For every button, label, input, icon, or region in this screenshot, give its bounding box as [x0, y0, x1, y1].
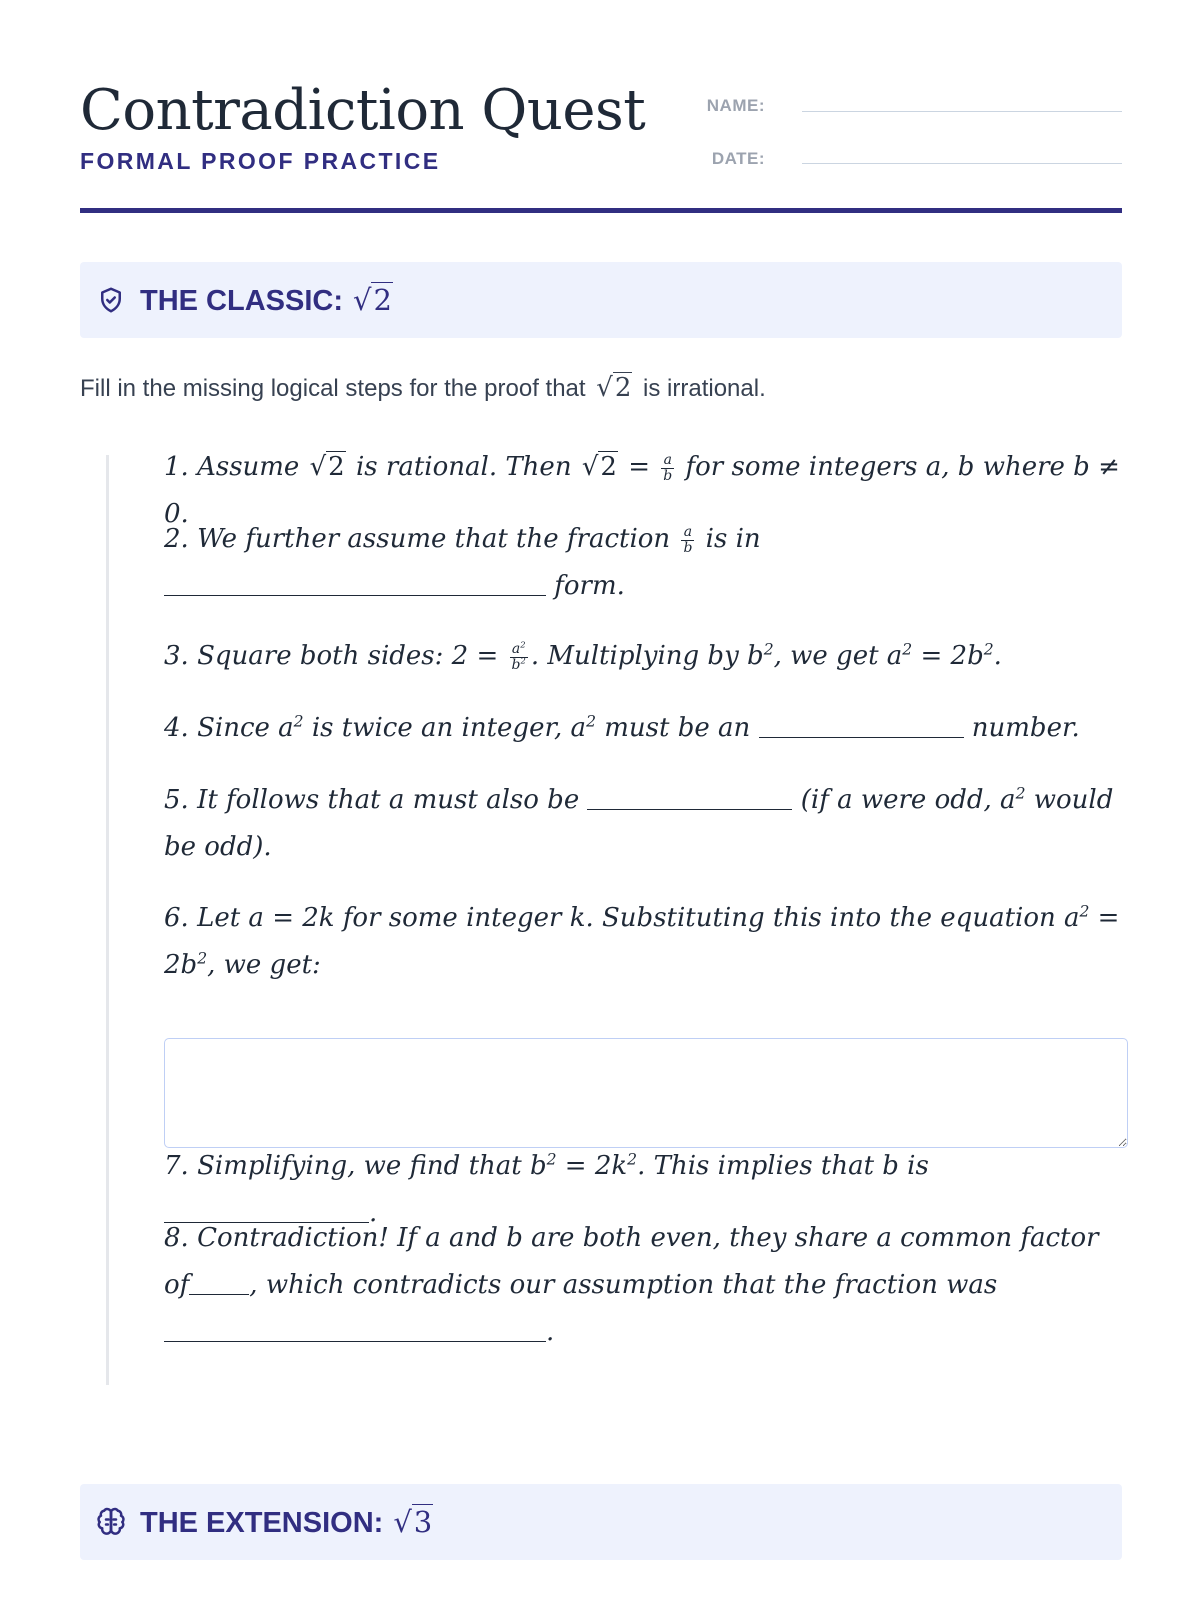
sqrt-symbol: √2: [353, 282, 392, 317]
page-title: Contradiction Quest: [80, 78, 646, 143]
proof-step-7: 7. Simplifying, we find that $b^2 = 2k^2$. This implies that b is .: [164, 1150, 929, 1228]
page-subtitle: FORMAL PROOF PRACTICE: [80, 148, 441, 174]
blank-a-even[interactable]: [587, 779, 792, 810]
name-label: NAME:: [706, 96, 765, 115]
proof-step-3: 3. Square both sides: 2 = $\frac{a^2}{b^2}$ . Multiplying by $b^2$, we get $a^2 = 2b^2$.: [164, 638, 1002, 673]
blank-common-factor[interactable]: [189, 1264, 249, 1295]
date-label: DATE:: [711, 149, 765, 168]
blank-lowest-terms[interactable]: [164, 565, 546, 596]
sqrt-symbol: √3: [393, 1504, 433, 1539]
proof-step-6: 6. Let a = 2k for some integer k. Substituting this into the equation $a^2 = 2b^2$, we get:: [164, 902, 1120, 980]
substitution-answer-box[interactable]: [164, 1038, 1128, 1148]
section-instructions: Fill in the missing logical steps for the proof that √2 is irrational.: [80, 373, 766, 403]
name-field[interactable]: [802, 111, 1122, 112]
proof-step-8: 8. Contradiction! If a and b are both even, they share a common factor of , which contradicts our assumption that the fraction was .: [164, 1223, 1099, 1347]
proof-step-2: 2. We further assume that the fraction $\frac{a}{b}$ is in form.: [164, 523, 761, 601]
blank-lowest-terms-again[interactable]: [164, 1311, 546, 1342]
section-extension-header: [80, 1484, 1122, 1560]
proof-step-1: 1. Assume √2 is rational. Then √2 = $\frac{a}{b}$ for some integers a, b where b ≠ 0.: [164, 451, 1120, 529]
brain-icon: [96, 1507, 126, 1537]
header-rule: [80, 208, 1122, 213]
date-field[interactable]: [802, 163, 1122, 164]
section-classic-header: [80, 262, 1122, 338]
proof-step-5: 5. It follows that a must also be (if a were odd, $a^2$ would be odd).: [164, 777, 1122, 871]
section-extension-title: THE EXTENSION: √3: [140, 1504, 433, 1539]
proof-step-4: 4. Since $a^2$ is twice an integer, $a^2$ must be an number.: [164, 705, 1122, 752]
section-classic-title: THE CLASSIC: √2: [140, 282, 392, 317]
blank-even-number[interactable]: [759, 707, 964, 738]
steps-rail: [106, 455, 109, 1385]
shield-check-icon: [96, 285, 126, 315]
